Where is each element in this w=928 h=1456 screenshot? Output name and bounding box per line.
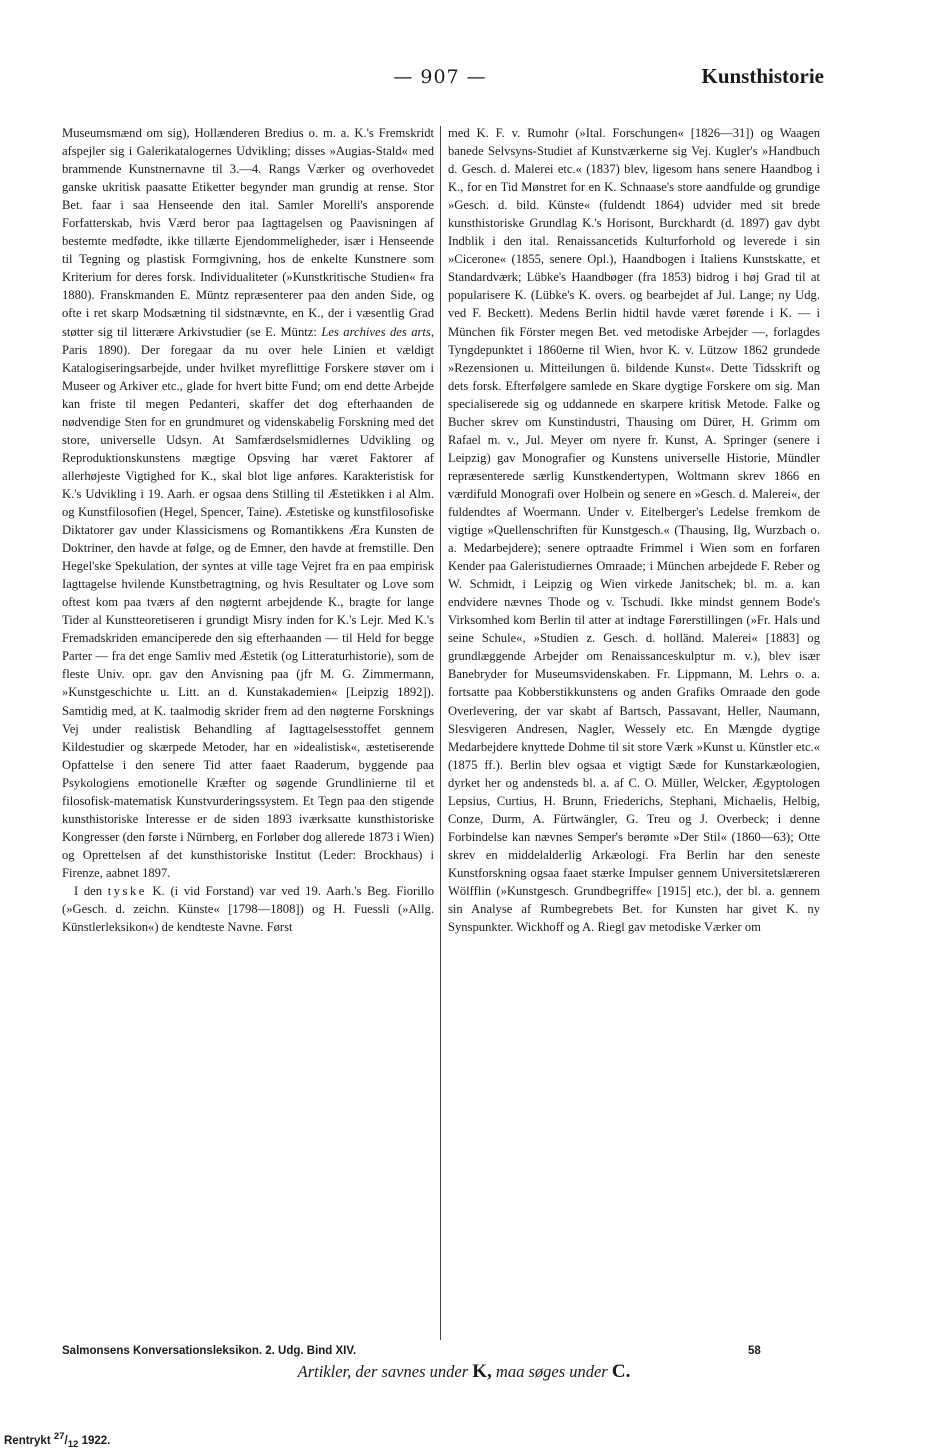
cross-reference-notice xyxy=(160,1361,768,1383)
left-paragraph-1 xyxy=(62,124,434,882)
reprint-year: 1922. xyxy=(78,1434,111,1447)
right-paragraph-1: med K. F. v. Rumohr (»Ital. Forschungen« [1826—31]) og Waagen banede Selvsyns-Studiet af Kunstværkerne sig Vej. Kugler's »Handbuch d. Gesch. d. Malerei etc.« (1837) blev, ligesom hans senere Haandbog i K., for en Tid Mønstret for en K. Schnaase's store aandfulde og grundige »Gesch. d. bild. Künste« (fuldendt 1864) udvider med sit brede kunsthistoriske Grundlag K.'s Horisont, Burckhardt (d. 1897) gav dybt Indblik i den ital. Renaissancetids Kulturforhold og leverede i sin »Cicerone« (1855, senere Opl.), Haandbogen i Italiens Kunstskatte, et Standardværk; Lübke's Haandbøger (fra 1853) bidrog i høj Grad til at popularisere K. (Lübke's K. overs. og bearbejdet af Jul. Lange; ny Udg. ved F. Beckett). Medens Berlin hidtil havde været førende i K. — i München fik Förster megen Bet. ved metodiske Arbejder —, forlagdes Tyngdepunktet i 1860erne til Wien, hvor K. v. Lützow 1862 grundede »Rezensionen u. Mitteilungen ü. bildende Kunst«. Dette Tidsskrift og dets forsk. Efterfølgere samlede en Skare dygtige Forskere om sig. Man specialiserede sig og uddannede en skarpere kritisk Metode. Falke og Bucher skrev om Kunstindustri, Thausing om Dürer, H. Grimm om Rafael m. v., Jul. Meyer om nyere fr. Kunst, A. Springer (senere i Leipzig) gav Monografier og Kunstens universelle Historie, Mündler repræsenterede særlig Kunstkendertypen, Woltmann skrev 1866 en værdifuld Monografi over Holbein og senere en »Gesch. d. Malerei«, der fuldendtes af Woermann. Under v. Eitelberger's Ledelse fremkom de vigtige »Quellenschriften für Kunstgesch.« (Thausing, Ilg, Wurzbach o. a. Medarbejdere); senere optraadte Frimmel i Wien som en forfaren Kender paa Galeristudiernes Omraade; i München arbejdede F. Reber og W. Schmidt, i Leipzig og Wien virkede Janitschek; bl. m. a. kan endvidere nævnes Thode og v. Tschudi. Ikke mindst gennem Bode's Virksomhed kom Berlin til atter at indtage Førerstillingen (»Fr. Hals und seine Schule«, »Studien z. Gesch. d. holländ. Malerei« [1883] og grundlæggende Arbejder om Renaissanceskulptur m. v.), blev især Banebryder for Museumsvidenskaben. Fr. Lippmann, M. Lehrs o. a. fortsatte paa Kobberstikkunstens og anden Grafiks Omraade den gode Overlevering, der var skabt af Bartsch, Passavant, Heller, Naumann, Slesvigeren Andresen, Nagler, Wessely etc. En Mængde dygtige Medarbejdere knyttede Dohme til sit store Værk »Kunst u. Künstler etc.« (1875 ff.). Berlin blev ogsaa et vigtigt Sæde for Kunstarkæologien, dyrket her og andensteds bl. a. af C. O. Müller, Welcker, Ægyptologen Lepsius, Curtius, H. Brunn, Friederichs, Stephani, Michaelis, Helbig, Conze, Durm, A. Fürtwängler, G. Treu og J. Overbeck; i denne Forbindelse kan nævnes Semper's berømte »Der Stil« (1860—63); Otte skrev en middelalderlig Arkæologi. Fra Berlin har den seneste Kunstforskning ogsaa faaet stærke Impulser gennem Universitetslæreren Wölfflin (»Kunstgesch. Grundbegriffe« [1915] etc.), der bl. a. gennem sin Analyse af Rumbegrebets Bet. for Kunsten har givet K. ny Synspunkter. Wickhoff og A. Riegl gav metodiske Værker om xyxy=(448,126,820,935)
left-paragraph-1-continued: , Paris 1890). Der foregaar da nu over hele Linien et vældigt Katalogiseringsarbejde, under hvilket myreflittige Forskere støver om i Museer og Arkiver etc., glade for hvert bitte Fund; om end dette Arbejde kan friste til megen Pedanteri, skaffer det dog efterhaanden de nødvendige Sten for en grundmuret og videnskabelig Forskning med det store, universelle Udsyn. At Samfærdselsmidlernes Udvikling og Reproduktionskunstens mægtige Opsving har været Faktorer af allerhøjeste Vigtighed for K., skal blot lige anføres. Karakteristisk for K.'s Udvikling i 19. Aarh. er ogsaa dens Stilling til Æstetikken i al Alm. og Kunstfilosofien (Hegel, Spencer, Taine). Æstetiske og kunstfilosofiske Diktatorer gav under Klassicismens og Romantikkens Æra Kunsten de Doktriner, den havde at følge, og de Emner, den havde at fremstille. Den Hegel'ske Spekulation, der syntes at ville tage Vejret fra en paa empirisk Iagttagelse hvilende Kunstbetragtning, og hvis Resultater og Love som oftest kom paa tværs af den nøgternt arbejdende K., bragte for lange Tider al Kunstteoretiseren i grundigt Misry inden for K.'s Lejr. Med K.'s Fremadskriden emanciperede den sig efterhaanden — til Held for begge Parter — fra det enge Samliv med Æstetik (og Litteraturhistorie), som de fleste Univ. opr. gav den Anvisning paa (jfr M. G. Zimmermann, »Kunstgeschichte u. Litt. an d. Kunstakademien« [Leipzig 1892]). Samtidig med, at K. taalmodig skrider frem ad den nøgterne Forsknings Vej under realistisk Behandling af Iagttagelsesstoffet gennem Kildestudier og skærpede Metoder, har en »idealistisk«, æstetiserende Opfattelse i den senere Tid atter faaet Raaderum, byggende paa Psykologiens emotionelle Kræfter og søgende Grundlinierne til et filosofisk-matematisk Kunstvurderingssystem. Et Tegn paa den stigende kunsthistoriske Interesse er de siden 1893 iværksatte kunsthistoriske Kongresser (den første i Nürnberg, en Forløber dog allerede 1873 i Wien) og Oprettelsen af det kunsthistoriske Institut (Leder: Brockhaus) i Firenze, aabnet 1897. xyxy=(62,324,434,880)
notice-text-2: maa søges under xyxy=(491,1362,612,1381)
reprint-month: 12 xyxy=(67,1439,79,1451)
reprint-label: Rentrykt xyxy=(4,1434,54,1447)
left-paragraph-2-start: I den xyxy=(74,883,108,898)
left-paragraph-1-text: Museumsmænd om sig), Hollænderen Bredius o. m. a. K.'s Fremskridt afspejler sig i Galerikatalogernes Udvikling; disses »Augias-Stald« med brammende Kunstnernavne til 3.—4. Rangs Værker og overhovedet ganske ukritisk paasatte Etiketter begynder man grundig at rense. Stor Bet. faar i saa Henseende den ital. Samler Morelli's ansporende Forfatterskab, hvis Værd beror paa Iagttagelsen og Paavisningen af bestemte medfødte, ikke tillærte Ejendommeligheder, især i Henseende til Tegning og plastisk Formgivning, hos de enkelte Kunstnere som Kriterium for deres forsk. Individualiteter (»Kunstkritische Studien« fra 1880). Franskmanden E. Müntz repræsenterer paa den anden Side, og ofte i ret skarp Modsætning til sidstnævnte, en K., der i væsentlig Grad støtter sig til litterære Arkivstudier (se E. Müntz: xyxy=(62,126,434,339)
sheet-number: 58 xyxy=(748,1345,761,1357)
left-paragraph-2 xyxy=(62,882,434,936)
notice-text-1: Artikler, der savnes under xyxy=(297,1362,473,1381)
notice-letter-k: K, xyxy=(472,1361,492,1382)
left-column xyxy=(62,124,434,1342)
left-paragraph-2-continued: K. (i vid Forstand) var ved 19. Aarh.'s Beg. Fiorillo (»Gesch. d. zeichn. Künste« [1798—1808]) og H. Fuessli (»Allg. Künstlerleksikon«) de kendteste Navne. Først xyxy=(62,883,434,935)
italic-title: Les archives des arts xyxy=(321,324,431,339)
reprint-note: Rentrykt $^{27}/_{12}$ 1922. xyxy=(4,1431,111,1451)
column-divider xyxy=(440,126,441,1340)
spaced-word: tyske xyxy=(107,883,147,898)
running-head: Kunsthistorie xyxy=(701,64,824,88)
notice-letter-c: C. xyxy=(611,1361,631,1382)
page-number: — 907 — xyxy=(393,66,487,88)
right-column xyxy=(448,124,820,1342)
reprint-day: 27 xyxy=(53,1431,65,1442)
source-line: Salmonsens Konversationsleksikon. 2. Udg. Bind XIV. xyxy=(62,1345,357,1357)
